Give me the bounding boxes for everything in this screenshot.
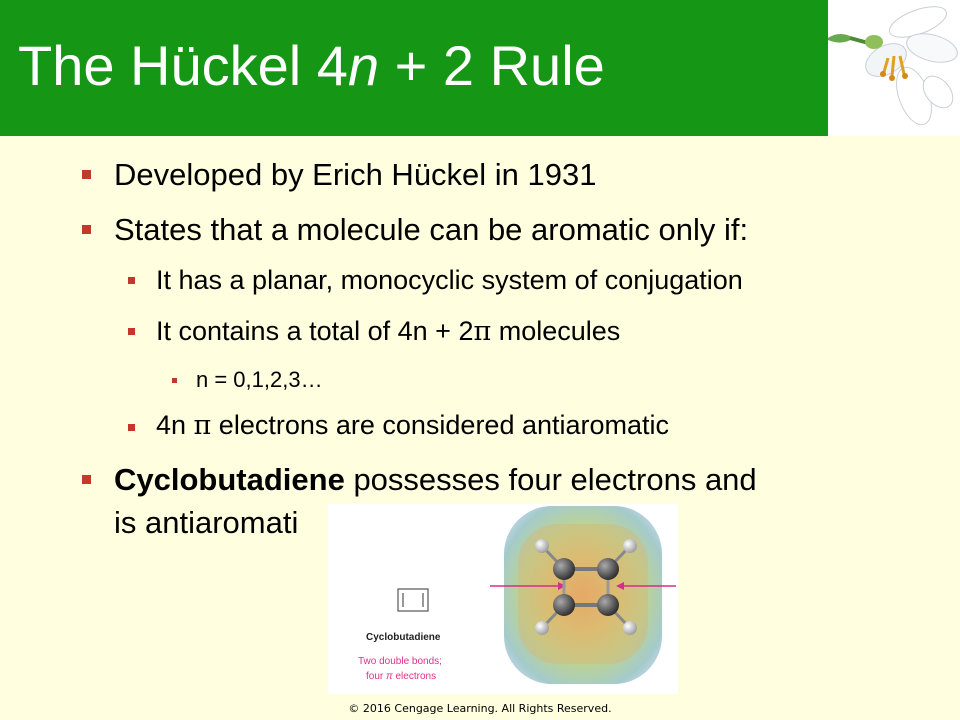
subbullet-4n-plus-2 [156,315,620,348]
subbullet-text: molecules [491,316,621,346]
bullet-text: possesses four electrons and [344,462,757,497]
caption-line-2: four π electrons [366,671,437,682]
subbullet-antiaromatic [156,409,669,442]
cyclobutadiene-figure [328,504,678,694]
bullet-marker [82,225,91,234]
subbullet-marker [128,424,135,431]
bullet-marker [82,170,91,179]
electrostatic-potential-map [490,506,676,684]
cyclobutadiene-diagram [328,504,678,694]
title-prefix: The Hückel 4 [18,34,348,97]
bullet-cyclobutadiene-line2: is antiaromati [114,505,299,540]
title-suffix: + 2 Rule [379,34,605,97]
subsubbullet-n-values: n = 0,1,2,3… [196,367,323,392]
bold-term: Cyclobutadiene [114,462,345,497]
caption-line-1: Two double bonds; [358,656,442,667]
pi-symbol: π [473,316,492,347]
subbullet-text: 4n [156,410,194,440]
bullet-aromatic-condition: States that a molecule can be aromatic only if: [114,212,749,247]
bullet-cyclobutadiene [114,462,757,498]
copyright-notice: © 2016 Cengage Learning. All Rights Reserved. [348,702,612,715]
molecule-name-label: Cyclobutadiene [366,632,441,643]
pi-symbol: π [193,410,212,441]
subsubbullet-marker [172,378,177,383]
subbullet-marker [128,277,135,284]
subbullet-planar: It has a planar, monocyclic system of conjugation [156,265,743,295]
subbullet-text: It contains a total of 4n + 2 [156,316,474,346]
title-variable: n [347,34,380,97]
subbullet-marker [128,328,135,335]
subbullet-text: electrons are considered antiaromatic [211,410,670,440]
bullet-developed: Developed by Erich Hückel in 1931 [114,157,597,192]
bullet-marker [82,475,91,484]
